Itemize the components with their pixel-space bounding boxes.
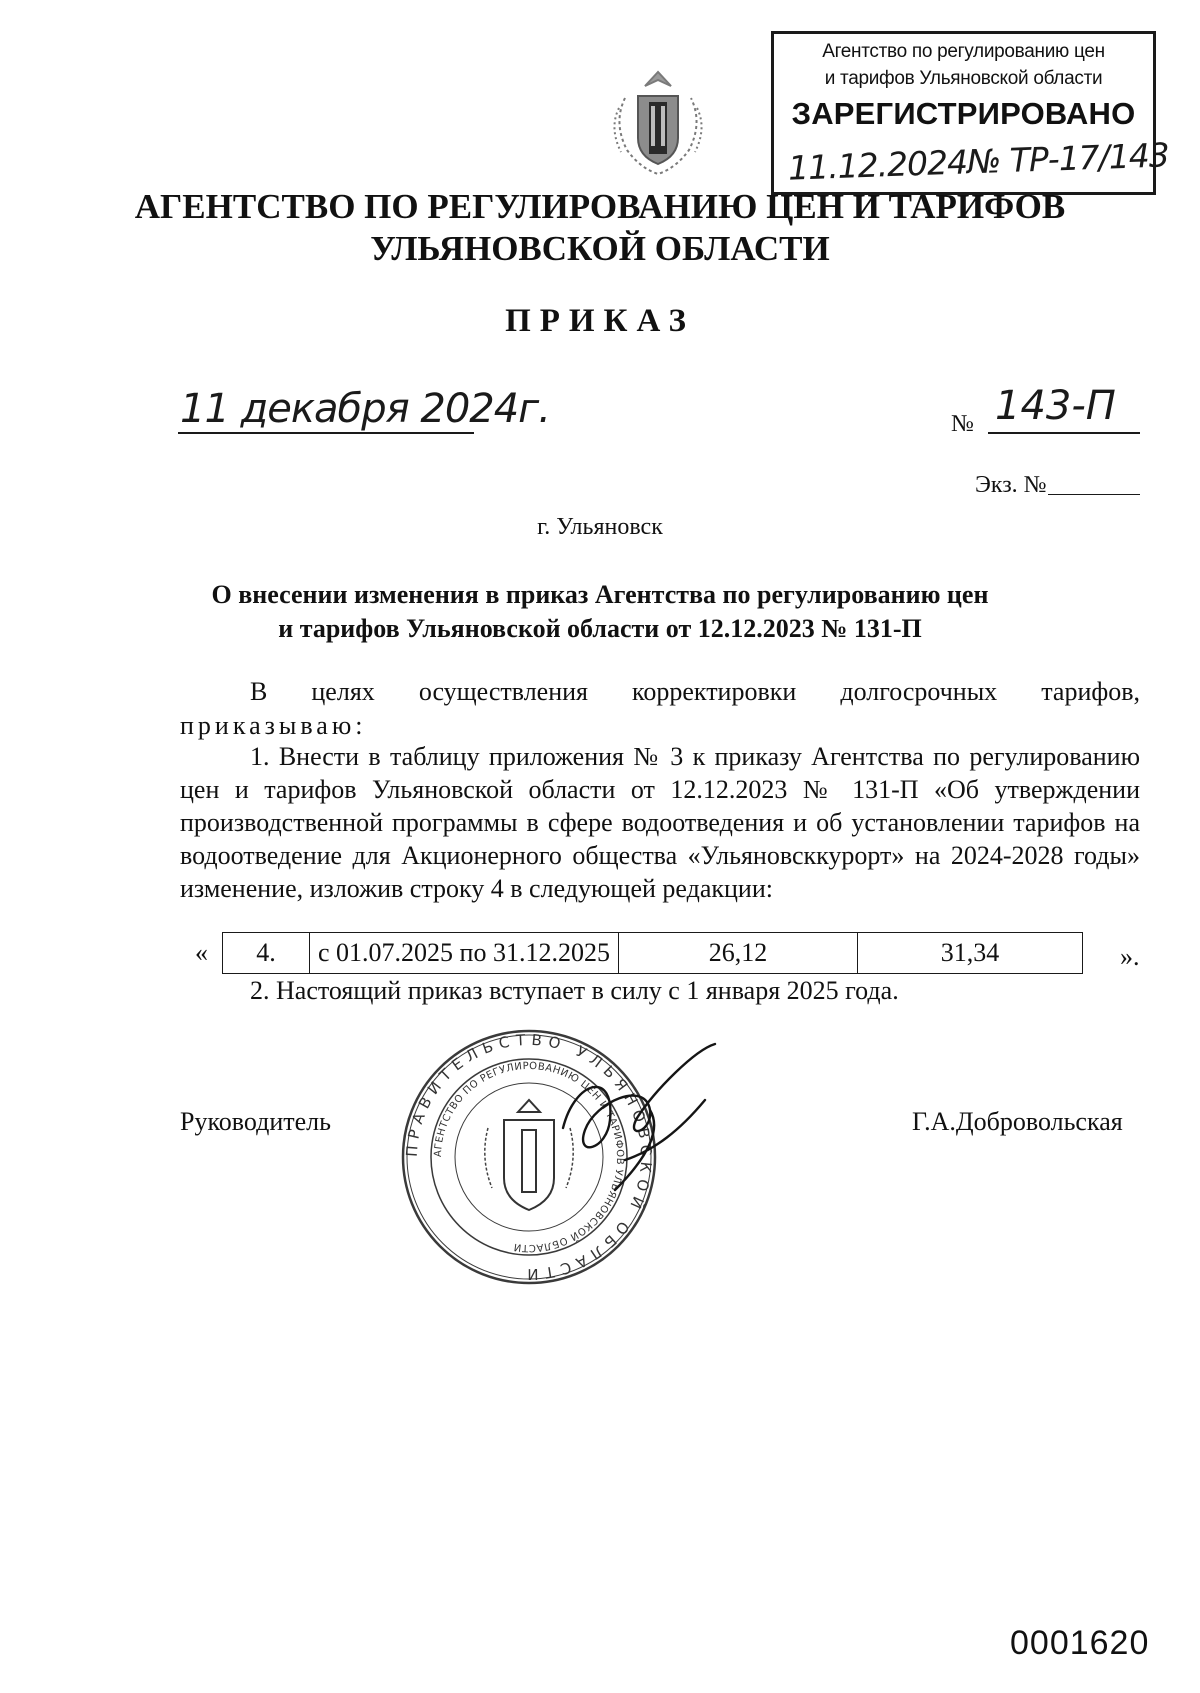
number-sign: № <box>951 411 974 437</box>
handwritten-number: 143-П <box>995 383 1116 429</box>
document-type: ПРИКАЗ <box>505 303 695 339</box>
seal-outer-text: ПРАВИТЕЛЬСТВО УЛЬЯНОВСКОЙ ОБЛАСТИ <box>402 1030 656 1284</box>
number-underline <box>988 432 1140 434</box>
serial-number: 0001620 <box>1010 1624 1150 1662</box>
signatory-title: Руководитель <box>180 1107 331 1136</box>
handwritten-signature-icon <box>555 1040 725 1210</box>
paragraph-item-1 <box>180 740 1140 905</box>
table-cell-row-number: 4. <box>223 933 310 974</box>
organization-name-line1: АГЕНТСТВО ПО РЕГУЛИРОВАНИЮ ЦЕН И ТАРИФОВ <box>134 187 1066 226</box>
paragraph-intro-command: приказываю: <box>180 711 367 740</box>
organization-name <box>0 186 1200 270</box>
table-quote-open: « <box>195 938 208 967</box>
table-quote-close: ». <box>1120 942 1140 971</box>
registration-stamp-title: ЗАРЕГИСТРИРОВАНО <box>791 96 1136 131</box>
document-subject <box>0 578 1200 646</box>
paragraph-intro: В целях осуществления корректировки долгосрочных тарифов, <box>250 677 1140 706</box>
table-cell-value-1: 26,12 <box>618 933 857 974</box>
date-underline <box>178 432 474 434</box>
seal-inner-text: АГЕНТСТВО ПО РЕГУЛИРОВАНИЮ ЦЕН И ТАРИФОВ УЛЬЯНОВСКОЙ ОБЛАСТИ <box>432 1060 626 1254</box>
subject-line1: О внесении изменения в приказ Агентства по регулированию цен <box>211 580 989 609</box>
copy-number-label: Экз. № <box>975 472 1047 498</box>
coat-of-arms-icon <box>605 68 711 178</box>
paragraph-item-1-text: 1. Внести в таблицу приложения № 3 к приказу Агентства по регулированию цен и тарифов Ульяновской области от 12.12.2023 № 131-П «Об утверждении производственной программы в сфере водоотведения и об установлении тарифов на водоотведение для Акционерного общества «Ульяновсккурорт» на 2024-2028 годы» изменение, изложив строку 4 в следующей редакции: <box>180 742 1140 903</box>
copy-number-blank <box>1048 494 1140 495</box>
table-cell-value-2: 31,34 <box>857 933 1082 974</box>
registration-stamp-agency-line1: Агентство по регулированию цен <box>822 41 1105 62</box>
registration-stamp <box>771 31 1170 195</box>
table-cell-period: с 01.07.2025 по 31.12.2025 <box>310 933 619 974</box>
signatory-name: Г.А.Добровольская <box>912 1107 1123 1136</box>
registration-stamp-handwritten-number: 11.12.2024№ ТР-17/143 <box>787 135 1170 188</box>
registration-stamp-agency-line2: и тарифов Ульяновской области <box>824 68 1103 89</box>
city: г. Ульяновск <box>537 514 663 540</box>
handwritten-date: 11 декабря 2024г. <box>180 386 550 432</box>
tariff-row-table <box>222 932 1083 974</box>
paragraph-item-2: 2. Настоящий приказ вступает в силу с 1 января 2025 года. <box>250 976 899 1005</box>
table-row <box>223 933 1083 974</box>
subject-line2: и тарифов Ульяновской области от 12.12.2023 № 131-П <box>278 614 922 643</box>
organization-name-line2: УЛЬЯНОВСКОЙ ОБЛАСТИ <box>370 229 830 268</box>
